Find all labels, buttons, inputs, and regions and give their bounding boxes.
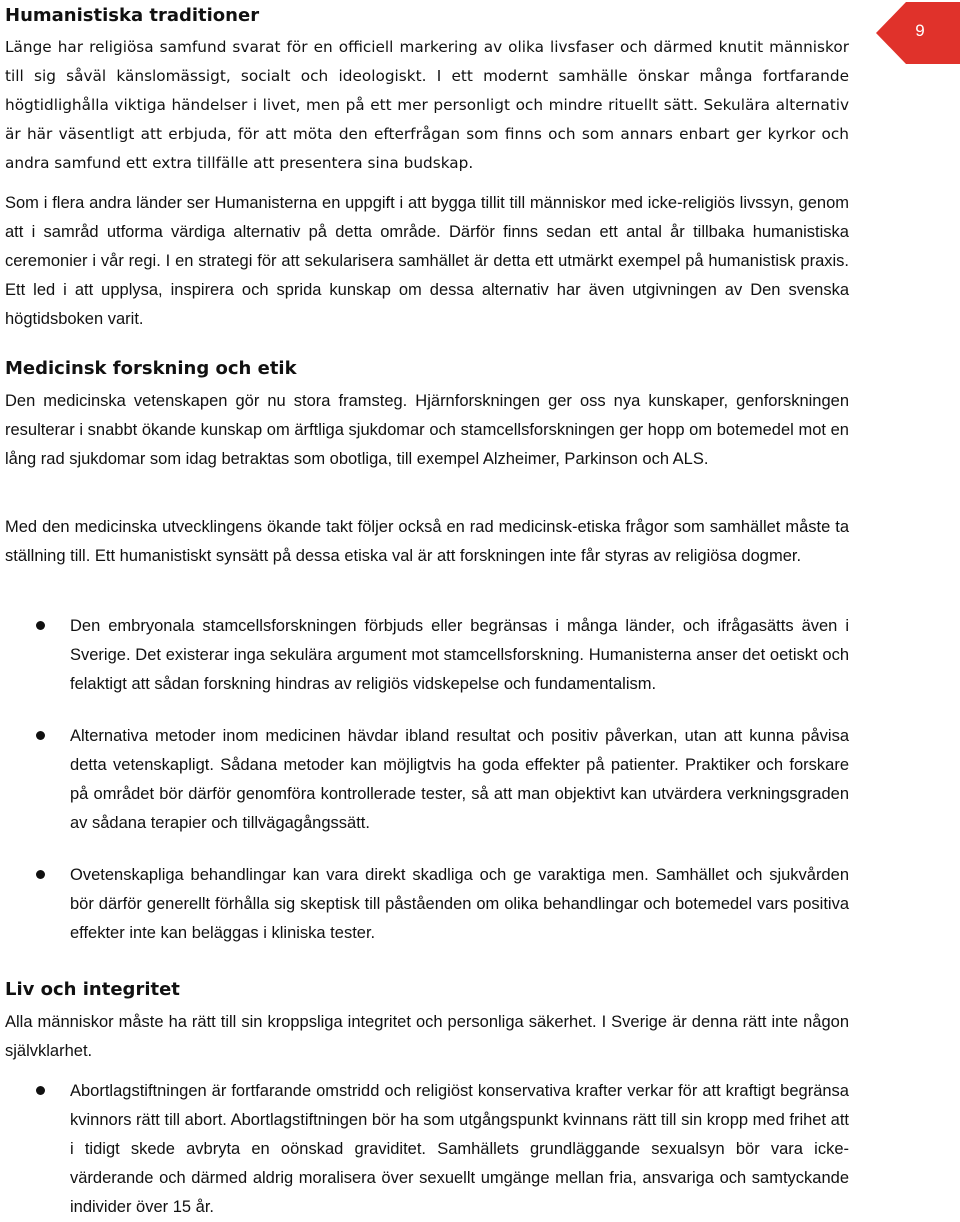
humanism-paragraph-2: Som i flera andra länder ser Humanisterna en uppgift i att bygga tillit till människor med icke-religiös livssyn, genom att i samråd utforma värdiga alternativ på detta område. Därför finns sedan ett antal år tillbaka humanistiska ceremonier i vår regi. I en strategi för att sekularisera samhället är detta ett utmärkt exempel på humanistisk praxis. Ett led i att upplysa, inspirera och sprida kunskap om dessa alternativ har även utgivningen av Den svenska högtidsboken varit. xyxy=(5,194,849,328)
heading-humanistiska-traditioner: Humanistiska traditioner xyxy=(5,5,260,26)
bullet-dot-icon xyxy=(36,621,45,630)
heading-liv-och-integritet: Liv och integritet xyxy=(5,979,180,1000)
list-item xyxy=(0,861,960,948)
bullet-dot-icon xyxy=(36,870,45,879)
medicine-bullet-2: Alternativa metoder inom medicinen hävdar ibland resultat och positiv påverkan, utan att kunna påvisa detta vetenskapligt. Sådana metoder kan möjligtvis ha goda effekter på patienter. Praktiker och forskare på området bör därför genomföra kontrollerade tester, så att man objektivt kan utvärdera verkningsgraden av sådana terapier och tillvägagångssätt. xyxy=(70,727,849,832)
medicine-bullet-1: Den embryonala stamcellsforskningen förbjuds eller begränsas i många länder, och ifrågasätts även i Sverige. Det existerar inga sekulära argument mot stamcellsforskning. Humanisterna anser det oetiskt och felaktigt att sådan forskning hindras av religiös vidskepelse och fundamentalism. xyxy=(70,617,849,693)
medicine-bullet-3: Ovetenskapliga behandlingar kan vara direkt skadliga och ge varaktiga men. Samhället och sjukvården bör därför generellt förhålla sig skeptisk till påståenden om olika behandlingar och botemedel vars positiva effekter inte kan beläggas i kliniska tester. xyxy=(70,866,849,942)
medicine-paragraph-2: Med den medicinska utvecklingens ökande takt följer också en rad medicinsk-etiska frågor som samhället måste ta ställning till. Ett humanistiskt synsätt på dessa etiska val är att forskningen inte får styras av religiösa dogmer. xyxy=(5,518,849,565)
bullet-dot-icon xyxy=(36,731,45,740)
bullet-dot-icon xyxy=(36,1086,45,1095)
medicine-paragraph-1: Den medicinska vetenskapen gör nu stora framsteg. Hjärnforskningen ger oss nya kunskaper, genforskningen resulterar i snabbt ökande kunskap om ärftliga sjukdomar och stamcellsforskningen ger hopp om botemedel mot en lång rad sjukdomar som idag betraktas som obotliga, till exempel Alzheimer, Parkinson och ALS. xyxy=(5,392,849,468)
list-item xyxy=(0,722,960,838)
integrity-bullet-1: Abortlagstiftningen är fortfarande omstridd och religiöst konservativa krafter verkar för att kraftigt begränsa kvinnors rätt till abort. Abortlagstiftningen bör ha som utgångspunkt kvinnans rätt till sin kropp med frihet att i tidigt skede avbryta en oönskad graviditet. Samhällets grundläggande sexualsyn bör vara icke-värderande och därmed aldrig moralisera över sexuellt umgänge mellan fria, ansvariga och samtyckande individer över 15 år. xyxy=(70,1082,849,1216)
humanism-paragraph-1: Länge har religiösa samfund svarat för en officiell markering av olika livsfaser och därmed knutit människor till sig såväl känslomässigt, socialt och ideologiskt. I ett modernt samhälle önskar många fortfarande högtidlighålla viktiga händelser i livet, men på ett mer personligt och mindre rituellt sätt. Sekulära alternativ är här väsentligt att erbjuda, för att möta den efterfrågan som finns och som annars enbart ger kyrkor och andra samfund ett extra tillfälle att presentera sina budskap. xyxy=(5,38,849,172)
integrity-paragraph-1: Alla människor måste ha rätt till sin kroppsliga integritet och personliga säkerhet. I Sverige är denna rätt inte någon självklarhet. xyxy=(5,1013,849,1060)
integrity-bullet-list xyxy=(0,1077,960,1222)
list-item xyxy=(0,612,960,699)
heading-medicinsk-forskning: Medicinsk forskning och etik xyxy=(5,358,297,379)
list-item xyxy=(0,1077,960,1222)
page-number: 9 xyxy=(915,21,925,40)
medicine-bullet-list xyxy=(0,612,960,948)
